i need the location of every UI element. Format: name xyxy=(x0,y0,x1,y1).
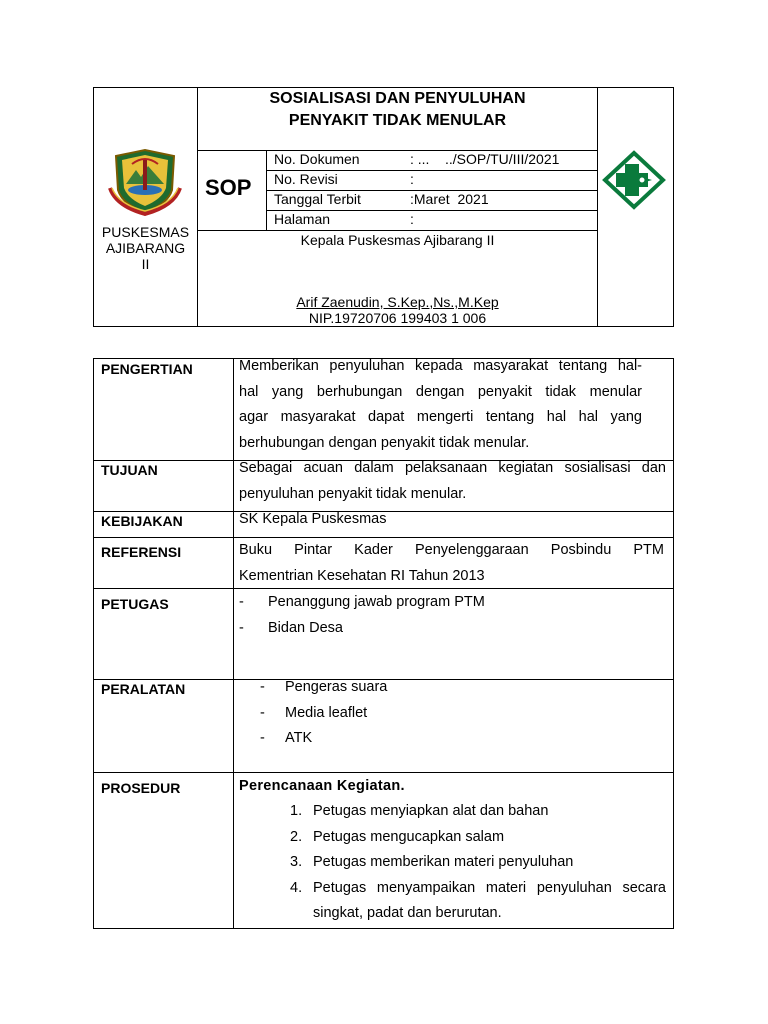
section-content-kebijakan: SK Kepala Puskesmas xyxy=(239,511,387,527)
list-item: - Pengeras suara xyxy=(260,679,388,695)
procedure-heading: Perencanaan Kegiatan. xyxy=(239,778,405,794)
title-line-2: PENYAKIT TIDAK MENULAR xyxy=(288,112,507,129)
section-label-kebijakan: KEBIJAKAN xyxy=(101,513,183,529)
signer-nip: NIP.19720706 199403 1 006 xyxy=(308,310,487,326)
meta-label-no-revisi: No. Revisi xyxy=(274,171,338,187)
divider xyxy=(597,87,598,327)
meta-label-halaman: Halaman xyxy=(274,211,331,227)
text-line: hal yang berhubungan dengan penyakit tidak menular xyxy=(239,383,642,400)
regency-emblem-icon xyxy=(108,146,182,216)
section-content-petugas xyxy=(239,590,664,641)
title-line-1: SOSIALISASI DAN PENYULUHAN xyxy=(269,90,526,107)
step-number: 3. xyxy=(290,854,303,870)
list-item: - Bidan Desa xyxy=(239,619,343,636)
list-item: - Media leaflet xyxy=(260,704,368,721)
procedure-steps xyxy=(290,799,666,927)
divider xyxy=(93,772,674,773)
meta-label-no-dokumen: No. Dokumen xyxy=(274,151,360,167)
text-line: Kementrian Kesehatan RI Tahun 2013 xyxy=(239,567,485,584)
institution-line: PUSKESMAS xyxy=(101,224,190,240)
puskesmas-logo-icon xyxy=(602,150,666,210)
signer-title: Kepala Puskesmas Ajibarang II xyxy=(300,232,495,248)
list-item-text: Pengeras suara xyxy=(285,679,388,695)
list-item-text: Penanggung jawab program PTM xyxy=(268,594,485,610)
list-item: - ATK xyxy=(260,730,313,746)
section-label-pengertian: PENGERTIAN xyxy=(101,361,193,377)
section-label-referensi: REFERENSI xyxy=(101,544,182,560)
section-content-peralatan xyxy=(260,675,660,752)
section-label-prosedur: PROSEDUR xyxy=(101,780,181,796)
section-content-tujuan xyxy=(239,456,666,507)
step-number: 1. xyxy=(290,803,303,819)
procedure-step xyxy=(290,876,666,902)
section-content-referensi xyxy=(239,538,664,589)
institution-name xyxy=(94,224,197,272)
step-text: Petugas memberikan materi penyuluhan xyxy=(313,854,574,870)
section-label-peralatan: PERALATAN xyxy=(101,681,186,697)
institution-line: AJIBARANG xyxy=(105,240,186,256)
list-item-text: Bidan Desa xyxy=(268,619,343,636)
procedure-step xyxy=(290,850,666,876)
sop-label: SOP xyxy=(205,175,252,200)
list-item: - Penanggung jawab program PTM xyxy=(239,594,485,610)
section-label-petugas: PETUGAS xyxy=(101,596,169,612)
step-number: 4. xyxy=(290,879,303,896)
procedure-step xyxy=(290,799,666,825)
list-item-text: Media leaflet xyxy=(285,704,368,721)
section-content-pengertian xyxy=(239,354,642,456)
step-text: Petugas menyiapkan alat dan bahan xyxy=(313,803,549,819)
procedure-step xyxy=(290,825,666,851)
divider xyxy=(233,358,234,929)
step-text: singkat, padat dan berurutan. xyxy=(313,905,502,921)
meta-label-tanggal-terbit: Tanggal Terbit xyxy=(274,191,361,207)
meta-value-halaman: : xyxy=(410,211,414,227)
text-line: agar masyarakat dapat mengerti tentang hal hal yang xyxy=(239,409,642,425)
list-item-text: ATK xyxy=(285,730,313,746)
step-number: 2. xyxy=(290,828,303,845)
text-line: berhubungan dengan penyakit tidak menular. xyxy=(239,434,530,451)
text-line: Sebagai acuan dalam pelaksanaan kegiatan sosialisasi dan xyxy=(239,460,666,476)
signer-name: Arif Zaenudin, S.Kep.,Ns.,M.Kep xyxy=(296,294,499,310)
institution-line: II xyxy=(141,256,150,272)
meta-value-tanggal-terbit: :Maret 2021 xyxy=(410,191,489,207)
meta-value-no-revisi: : xyxy=(410,171,414,187)
meta-value-no-dokumen: : ... ../SOP/TU/III/2021 xyxy=(410,151,560,167)
section-label-tujuan: TUJUAN xyxy=(101,462,158,478)
document-title xyxy=(198,88,597,132)
text-line: penyuluhan penyakit tidak menular. xyxy=(239,485,467,502)
text-line: Buku Pintar Kader Penyelenggaraan Posbindu PTM xyxy=(239,542,664,558)
step-text: Petugas mengucapkan salam xyxy=(313,828,505,845)
procedure-step-continuation xyxy=(290,901,666,927)
text-line: Memberikan penyuluhan kepada masyarakat tentang hal- xyxy=(239,358,642,374)
step-text: Petugas menyampaikan materi penyuluhan secara xyxy=(313,879,666,896)
divider xyxy=(197,230,597,231)
